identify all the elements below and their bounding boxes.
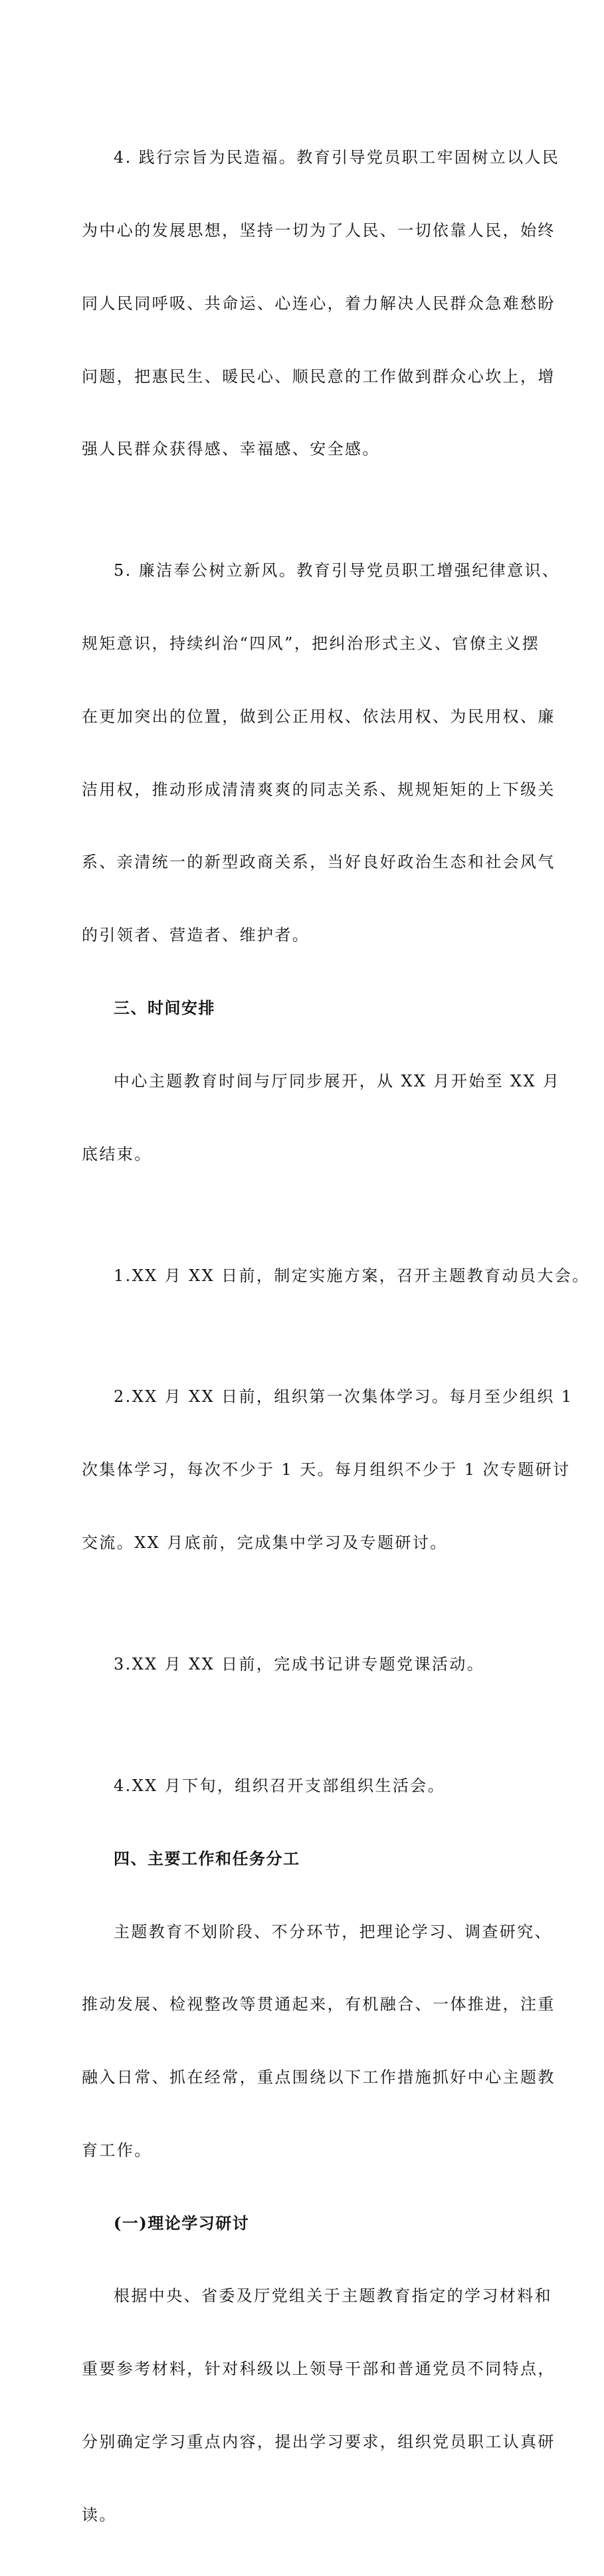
text-line: 交流。XX 月底前，完成集中学习及专题研讨。 xyxy=(82,1533,448,1553)
text-line: 3.XX 月 XX 日前，完成书记讲专题党课活动。 xyxy=(114,1655,485,1674)
text-line: 推动发展、检视整改等贯通起来，有机融合、一体推进，注重 xyxy=(82,1995,555,2014)
text-line: 次集体学习，每次不少于 1 天。每月组织不少于 1 次专题研讨 xyxy=(82,1460,571,1480)
schedule-item-3 xyxy=(82,1604,532,1725)
text-line: 融入日常、抓在经常，重点围绕以下工作措施抓好中心主题教 xyxy=(82,2068,555,2087)
text-line: 系、亲清统一的新型政商关系，当好良好政治生态和社会风气 xyxy=(82,853,555,872)
paragraph-practice-purpose xyxy=(82,97,560,510)
text-line: 同人民同呼吸、共命运、心连心，着力解决人民群众急难愁盼 xyxy=(82,294,555,313)
text-line: 问题，把惠民生、暖民心、顺民意的工作做到群众心坎上，增 xyxy=(82,367,555,386)
paragraph-main-work xyxy=(82,1871,555,2211)
paragraph-integrity xyxy=(82,510,560,996)
text-line: 4. 践行宗旨为民造福。教育引导党员职工牢固树立以人民 xyxy=(114,148,560,167)
schedule-item-4 xyxy=(82,1725,532,1847)
document-body xyxy=(82,97,590,2576)
text-line: 根据中央、省委及厅党组关于主题教育指定的学习材料和 xyxy=(114,2286,552,2306)
text-line: 在更加突出的位置，做到公正用权、依法用权、为民用权、廉 xyxy=(82,707,555,726)
paragraph-theory-study xyxy=(82,2235,555,2575)
text-line: 育工作。 xyxy=(82,2140,152,2160)
text-line: 读。 xyxy=(82,2505,117,2524)
text-line: 分别确定学习重点内容，提出学习要求，组织党员职工认真研 xyxy=(82,2433,555,2451)
text-line: 5. 廉洁奉公树立新风。教育引导党员职工增强纪律意识、 xyxy=(114,561,560,580)
text-line: 为中心的发展思想，坚持一切为了人民、一切依靠人民，始终 xyxy=(82,220,555,240)
subsection-heading-theory-study: (一)理论学习研讨 xyxy=(114,2213,250,2233)
text-line: 重要参考材料，针对科级以上领导干部和普通党员不同特点， xyxy=(82,2360,555,2379)
text-line: 1.XX 月 XX 日前，制定实施方案，召开主题教育动员大会。 xyxy=(114,1266,590,1285)
text-line: 底结束。 xyxy=(82,1144,152,1163)
section-heading-main-work: 四、主要工作和任务分工 xyxy=(114,1849,300,1868)
text-line: 强人民群众获得感、幸福感、安全感。 xyxy=(82,440,380,459)
paragraph-schedule-intro xyxy=(82,1021,561,1215)
schedule-item-2 xyxy=(82,1336,573,1604)
text-line: 中心主题教育时间与厅同步展开，从 XX 月开始至 XX 月 xyxy=(114,1071,561,1090)
text-line: 的引领者、营造者、维护者。 xyxy=(82,926,310,945)
text-line: 规矩意识，持续纠治“四风”，把纠治形式主义、官僚主义摆 xyxy=(82,634,540,653)
section-heading-schedule: 三、时间安排 xyxy=(114,998,215,1017)
text-line: 2.XX 月 XX 日前，组织第一次集体学习。每月至少组织 1 xyxy=(114,1387,573,1407)
text-line: 主题教育不划阶段、不分环节，把理论学习、调查研究、 xyxy=(114,1922,552,1941)
text-line: 洁用权，推动形成清清爽爽的同志关系、规规矩矩的上下级关 xyxy=(82,780,555,799)
schedule-item-1 xyxy=(82,1215,590,1336)
text-line: 4.XX 月下旬，组织召开支部组织生活会。 xyxy=(114,1776,446,1795)
